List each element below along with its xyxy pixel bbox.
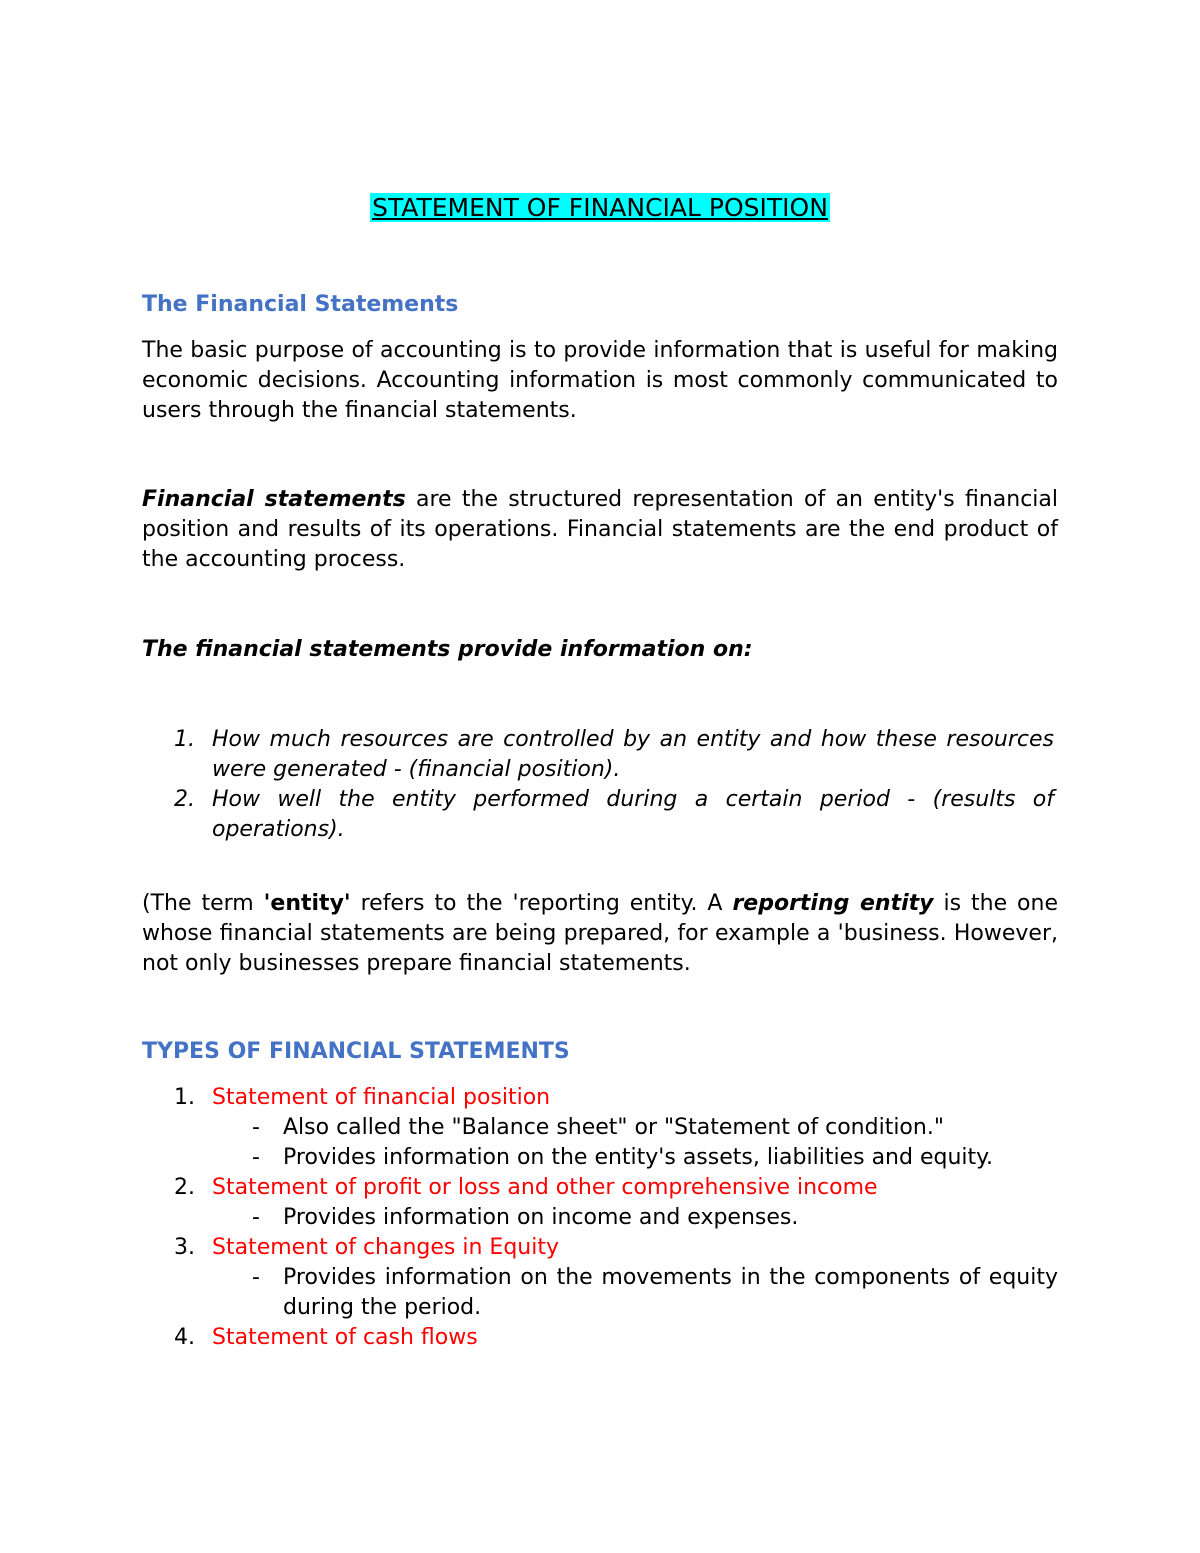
list-item: 4. Statement of cash flows [174, 1325, 478, 1350]
list-item: 2. Statement of profit or loss and other comprehensive income [174, 1175, 878, 1200]
types-list [142, 1083, 1058, 1353]
section-heading-financial-statements: The Financial Statements [142, 292, 459, 317]
sub-item: - Provides information on income and expenses. [252, 1205, 799, 1230]
term-financial-statements: Financial statements [142, 487, 406, 512]
sub-item: - Provides information on the movements in the components of equity during the period. [252, 1265, 1058, 1320]
provide-heading: The financial statements provide information on: [142, 637, 753, 662]
paragraph-entity-note: (The term 'entity' refers to the 'reporting entity. A reporting entity is the one whose financial statements are being prepared, for example a 'business. However, not only businesses prepare financial statements. [142, 891, 1058, 976]
list-item: 1. Statement of financial position [174, 1085, 551, 1110]
term-reporting-entity: reporting entity [732, 891, 934, 916]
sub-item: - Provides information on the entity's assets, liabilities and equity. [252, 1145, 994, 1170]
sub-item: - Also called the "Balance sheet" or "Statement of condition." [252, 1115, 944, 1140]
list-item: 2. How well the entity performed during a certain period - (results of operations). [174, 787, 1054, 842]
section-heading-types: TYPES OF FINANCIAL STATEMENTS [142, 1039, 570, 1064]
provide-list [142, 725, 1058, 845]
page-title: STATEMENT OF FINANCIAL POSITION [372, 193, 828, 222]
paragraph-purpose: The basic purpose of accounting is to provide information that is useful for making economic decisions. Accounting information is most commonly communicated to users through the financial statements. [142, 338, 1058, 423]
term-entity: 'entity' [263, 891, 351, 916]
list-item: 3. Statement of changes in Equity [174, 1235, 559, 1260]
paragraph-definition: Financial statements are the structured representation of an entity's financial position and results of its operations. Financial statements are the end product of the accounting process. [142, 487, 1058, 572]
list-item: 1. How much resources are controlled by an entity and how these resources were generated - (financial position). [174, 727, 1054, 782]
